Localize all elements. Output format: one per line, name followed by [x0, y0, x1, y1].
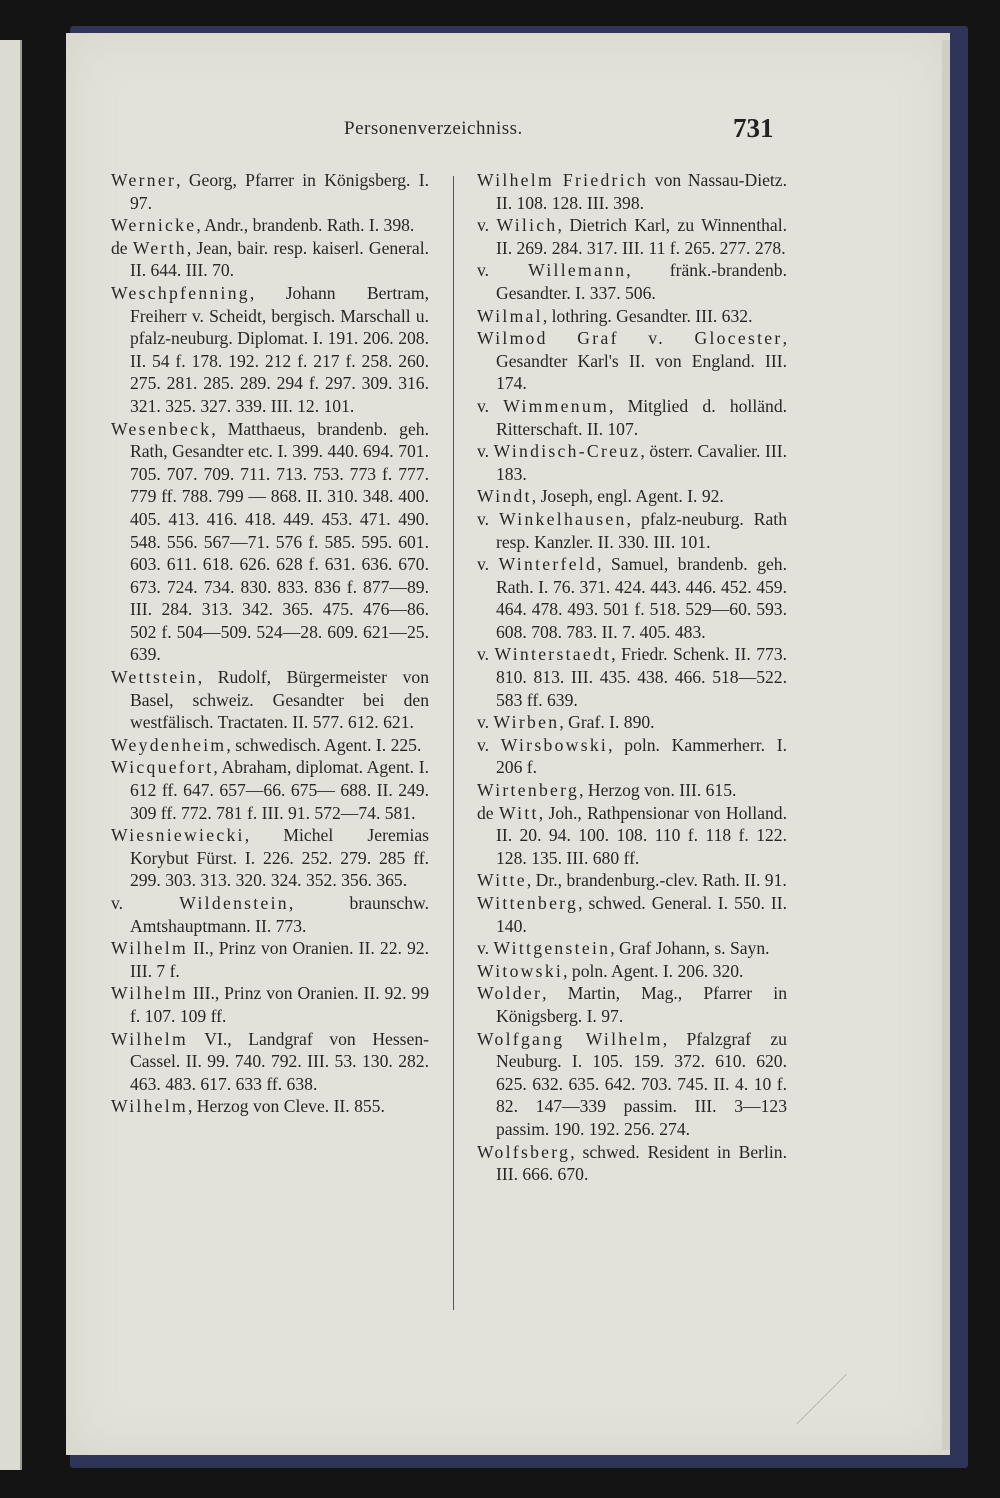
index-entry: [477, 1028, 787, 1141]
entry-prefix: v.: [477, 260, 529, 281]
entry-name: Winkelhausen: [499, 508, 627, 529]
entry-details: , schwedisch. Agent. I. 225.: [226, 734, 422, 755]
entry-name: Wolfsberg: [477, 1141, 571, 1162]
entry-name: Wolder: [477, 983, 543, 1004]
entry-name: Wirtenberg: [477, 780, 580, 801]
index-entry: [477, 305, 787, 328]
index-entry: [477, 711, 787, 734]
index-entry: [477, 779, 787, 802]
entry-prefix: de: [111, 237, 133, 258]
entry-prefix: v.: [477, 441, 494, 462]
index-entry: [477, 214, 787, 259]
entry-name: Witt: [498, 802, 539, 823]
index-entry: [111, 1095, 429, 1118]
entry-details: , lothring. Gesandter. III. 632.: [542, 305, 753, 326]
index-entry: [111, 282, 429, 418]
page-number: 731: [733, 113, 774, 143]
entry-name: Wilich: [496, 215, 558, 236]
entry-name: Winterfeld: [498, 554, 598, 575]
entry-name: Wimmenum: [503, 395, 609, 416]
entry-prefix: v.: [477, 508, 500, 529]
entry-name: Werth: [132, 237, 187, 258]
index-entry: [477, 1141, 787, 1186]
entry-name: Wilhelm: [111, 1096, 188, 1117]
index-entry: [477, 892, 787, 937]
entry-name: Windt: [477, 486, 532, 507]
index-entry: [111, 214, 429, 237]
entry-details: , Matthaeus, brandenb. geh. Rath, Gesandter etc. I. 399. 440. 694. 701. 705. 707. 709. 711. 713. 753. 773 f. 777. 779 ff. 788. 799 — 868. II. 310. 348. 400. 405. 413. 416. 418. 449. 453. 471. 490. 548. 556. 567—71. 576 f. 585. 595. 601. 603. 611. 618. 626. 628 f. 631. 636. 670. 673. 724. 734. 830. 833. 836 f. 877—89. III. 284. 313. 342. 365. 475. 476—86. 502 f. 504—509. 524—28. 609. 621—25. 639.: [130, 418, 429, 665]
entry-name: Windisch-Creuz: [493, 441, 641, 462]
index-entry: [111, 734, 429, 757]
entry-details: , Joseph, engl. Agent. I. 92.: [531, 486, 724, 507]
entry-name: Werner: [111, 170, 177, 190]
entry-details: , Graf Johann, s. Sayn.: [610, 938, 770, 959]
previous-page-edge: [0, 40, 22, 1470]
entry-name: Wittgenstein: [493, 938, 611, 959]
entry-name: Wittenberg: [477, 893, 579, 913]
entry-details: , Dietrich Karl, zu Winnenthal. II. 269. 284. 317. III. 11 f. 265. 277. 278.: [496, 215, 787, 258]
entry-details: , Georg, Pfarrer in Königsberg. I. 97.: [130, 170, 429, 213]
index-entry: [477, 734, 787, 779]
entry-name: Witowski: [477, 960, 564, 981]
running-header: Personenverzeichniss.: [344, 118, 523, 139]
entry-details: , österr. Cavalier. III. 183.: [496, 441, 788, 484]
index-entry: [477, 327, 787, 395]
index-entry: [111, 982, 429, 1027]
entry-details: , braunschw. Amtshauptmann. II. 773.: [130, 893, 429, 936]
index-entry: [477, 937, 787, 960]
entry-details: , Rudolf, Bürgermeister von Basel, schweiz. Gesandter bei den westfälisch. Tractaten. II. 577. 612. 621.: [130, 667, 429, 733]
entry-name: Wilhelm: [111, 983, 188, 1004]
entry-name: Weschpfenning: [111, 282, 250, 303]
index-entry: [477, 643, 787, 711]
entry-prefix: de: [477, 802, 499, 823]
entry-prefix: v.: [477, 712, 494, 733]
index-entry: [111, 666, 429, 734]
entry-name: Witte: [477, 870, 527, 891]
entry-details: II., Prinz von Oranien. II. 22. 92. III. 7 f.: [130, 938, 429, 981]
index-entry: [477, 169, 787, 214]
entry-name: Wicquefort: [111, 757, 214, 778]
entry-details: , poln. Kammerherr. I. 206 f.: [496, 734, 787, 778]
index-entry: [111, 824, 429, 892]
entry-prefix: v.: [477, 938, 494, 959]
entry-details: , Johann Bertram, Freiherr v. Scheidt, bergisch. Marschall u. pfalz-neuburg. Diplomat. I. 191. 206. 208. II. 54 f. 178. 192. 212 f. 217 f. 258. 260. 275. 281. 285. 289. 294 f. 297. 309. 316. 321. 325. 327. 339. III. 12. 101.: [130, 282, 429, 416]
entry-details: von Nassau-Dietz. II. 108. 128. III. 398.: [496, 170, 787, 213]
entry-name: Wettstein: [111, 667, 198, 688]
entry-details: , poln. Agent. I. 206. 320.: [563, 960, 744, 981]
index-entry: [111, 169, 429, 214]
index-entry: [477, 982, 787, 1027]
index-column-left: [111, 169, 429, 1118]
entry-prefix: v.: [477, 215, 497, 236]
entry-details: , Andr., brandenb. Rath. I. 398.: [196, 215, 415, 236]
entry-details: , Herzog von. III. 615.: [579, 780, 737, 801]
entry-name: Wesenbeck: [111, 418, 212, 439]
entry-name: Wilhelm: [111, 1028, 188, 1049]
entry-details: , Herzog von Cleve. II. 855.: [187, 1096, 385, 1117]
entry-prefix: v.: [477, 734, 501, 755]
entry-prefix: v.: [477, 395, 504, 416]
entry-details: , Pfalzgraf zu Neuburg. I. 105. 159. 372. 610. 620. 625. 632. 635. 642. 703. 745. II. 4. 10 f. 82. 147—339 passim. III. 3—123 passim. 190. 192. 256. 274.: [496, 1028, 787, 1139]
entry-details: , Friedr. Schenk. II. 773. 810. 813. III. 435. 438. 466. 518—522. 583 ff. 639.: [496, 644, 788, 710]
entry-details: , schwed. General. I. 550. II. 140.: [496, 893, 787, 936]
entry-details: , Graf. I. 890.: [559, 712, 655, 733]
entry-name: Wilmod Graf v. Glocester: [477, 328, 783, 349]
index-entry: [477, 869, 787, 892]
entry-name: Wilhelm Friedrich: [477, 170, 649, 190]
index-entry: [477, 553, 787, 643]
entry-details: , Abraham, diplomat. Agent. I. 612 ff. 647. 657—66. 675— 688. II. 249. 309 ff. 772. 781 f. III. 91. 572—74. 581.: [130, 757, 429, 823]
index-entry: [477, 485, 787, 508]
entry-details: , Mitglied d. holländ. Ritterschaft. II. 107.: [496, 395, 788, 439]
index-entry: [111, 1028, 429, 1096]
entry-name: Wernicke: [111, 215, 197, 236]
entry-name: Wirben: [493, 712, 560, 733]
index-entry: [111, 418, 429, 667]
entry-details: , Joh., Rathpensionar von Holland. II. 20. 94. 100. 108. 110 f. 118 f. 122. 128. 135. III. 680 ff.: [496, 802, 787, 868]
column-divider: [453, 176, 454, 1310]
entry-details: , fränk.-brandenb. Gesandter. I. 337. 506.: [496, 260, 787, 303]
entry-name: Weydenheim: [111, 734, 227, 755]
entry-name: Wildenstein: [179, 893, 289, 913]
entry-details: , Samuel, brandenb. geh. Rath. I. 76. 371. 424. 443. 446. 452. 459. 464. 478. 493. 501 f. 518. 529—60. 593. 608. 708. 783. II. 7. 405. 483.: [496, 554, 787, 642]
entry-details: , Jean, bair. resp. kaiserl. General. II. 644. III. 70.: [130, 237, 429, 281]
entry-details: , pfalz-neuburg. Rath resp. Kanzler. II. 330. III. 101.: [496, 508, 787, 552]
index-entry: [477, 395, 787, 440]
index-entry: [111, 237, 429, 282]
entry-name: Wiesniewiecki: [111, 825, 245, 846]
index-column-right: [477, 169, 787, 1186]
entry-details: III., Prinz von Oranien. II. 92. 99 f. 107. 109 ff.: [130, 983, 429, 1026]
entry-name: Wirsbowski: [500, 734, 609, 755]
entry-name: Wolfgang Wilhelm: [477, 1028, 663, 1049]
entry-details: , Dr., brandenburg.-clev. Rath. II. 91.: [526, 870, 787, 891]
index-entry: [477, 259, 787, 304]
index-entry: [477, 802, 787, 870]
entry-name: Wilhelm: [111, 938, 188, 959]
entry-details: VI., Landgraf von Hessen-Cassel. II. 99. 740. 792. III. 53. 130. 282. 463. 483. 617. 633 ff. 638.: [130, 1028, 429, 1094]
entry-details: , Martin, Mag., Pfarrer in Königsberg. I. 97.: [496, 983, 787, 1026]
entry-name: Winterstaedt: [494, 644, 612, 665]
entry-prefix: v.: [477, 644, 495, 665]
entry-details: , Michel Jeremias Korybut Fürst. I. 226. 252. 279. 285 ff. 299. 303. 313. 320. 324. 352. 356. 365.: [130, 825, 429, 891]
entry-details: , Gesandter Karl's II. von England. III. 174.: [496, 328, 787, 394]
page-fore-edge: [942, 40, 950, 1450]
entry-prefix: v.: [477, 554, 499, 575]
entry-name: Willemann: [528, 260, 627, 281]
index-entry: [477, 440, 787, 485]
entry-details: , schwed. Resident in Berlin. III. 666. 670.: [496, 1141, 787, 1185]
index-entry: [477, 508, 787, 553]
entry-prefix: v.: [111, 893, 180, 913]
index-entry: [111, 937, 429, 982]
entry-name: Wilmal: [477, 305, 543, 326]
index-entry: [477, 960, 787, 983]
index-entry: [111, 756, 429, 824]
index-entry: [111, 892, 429, 937]
